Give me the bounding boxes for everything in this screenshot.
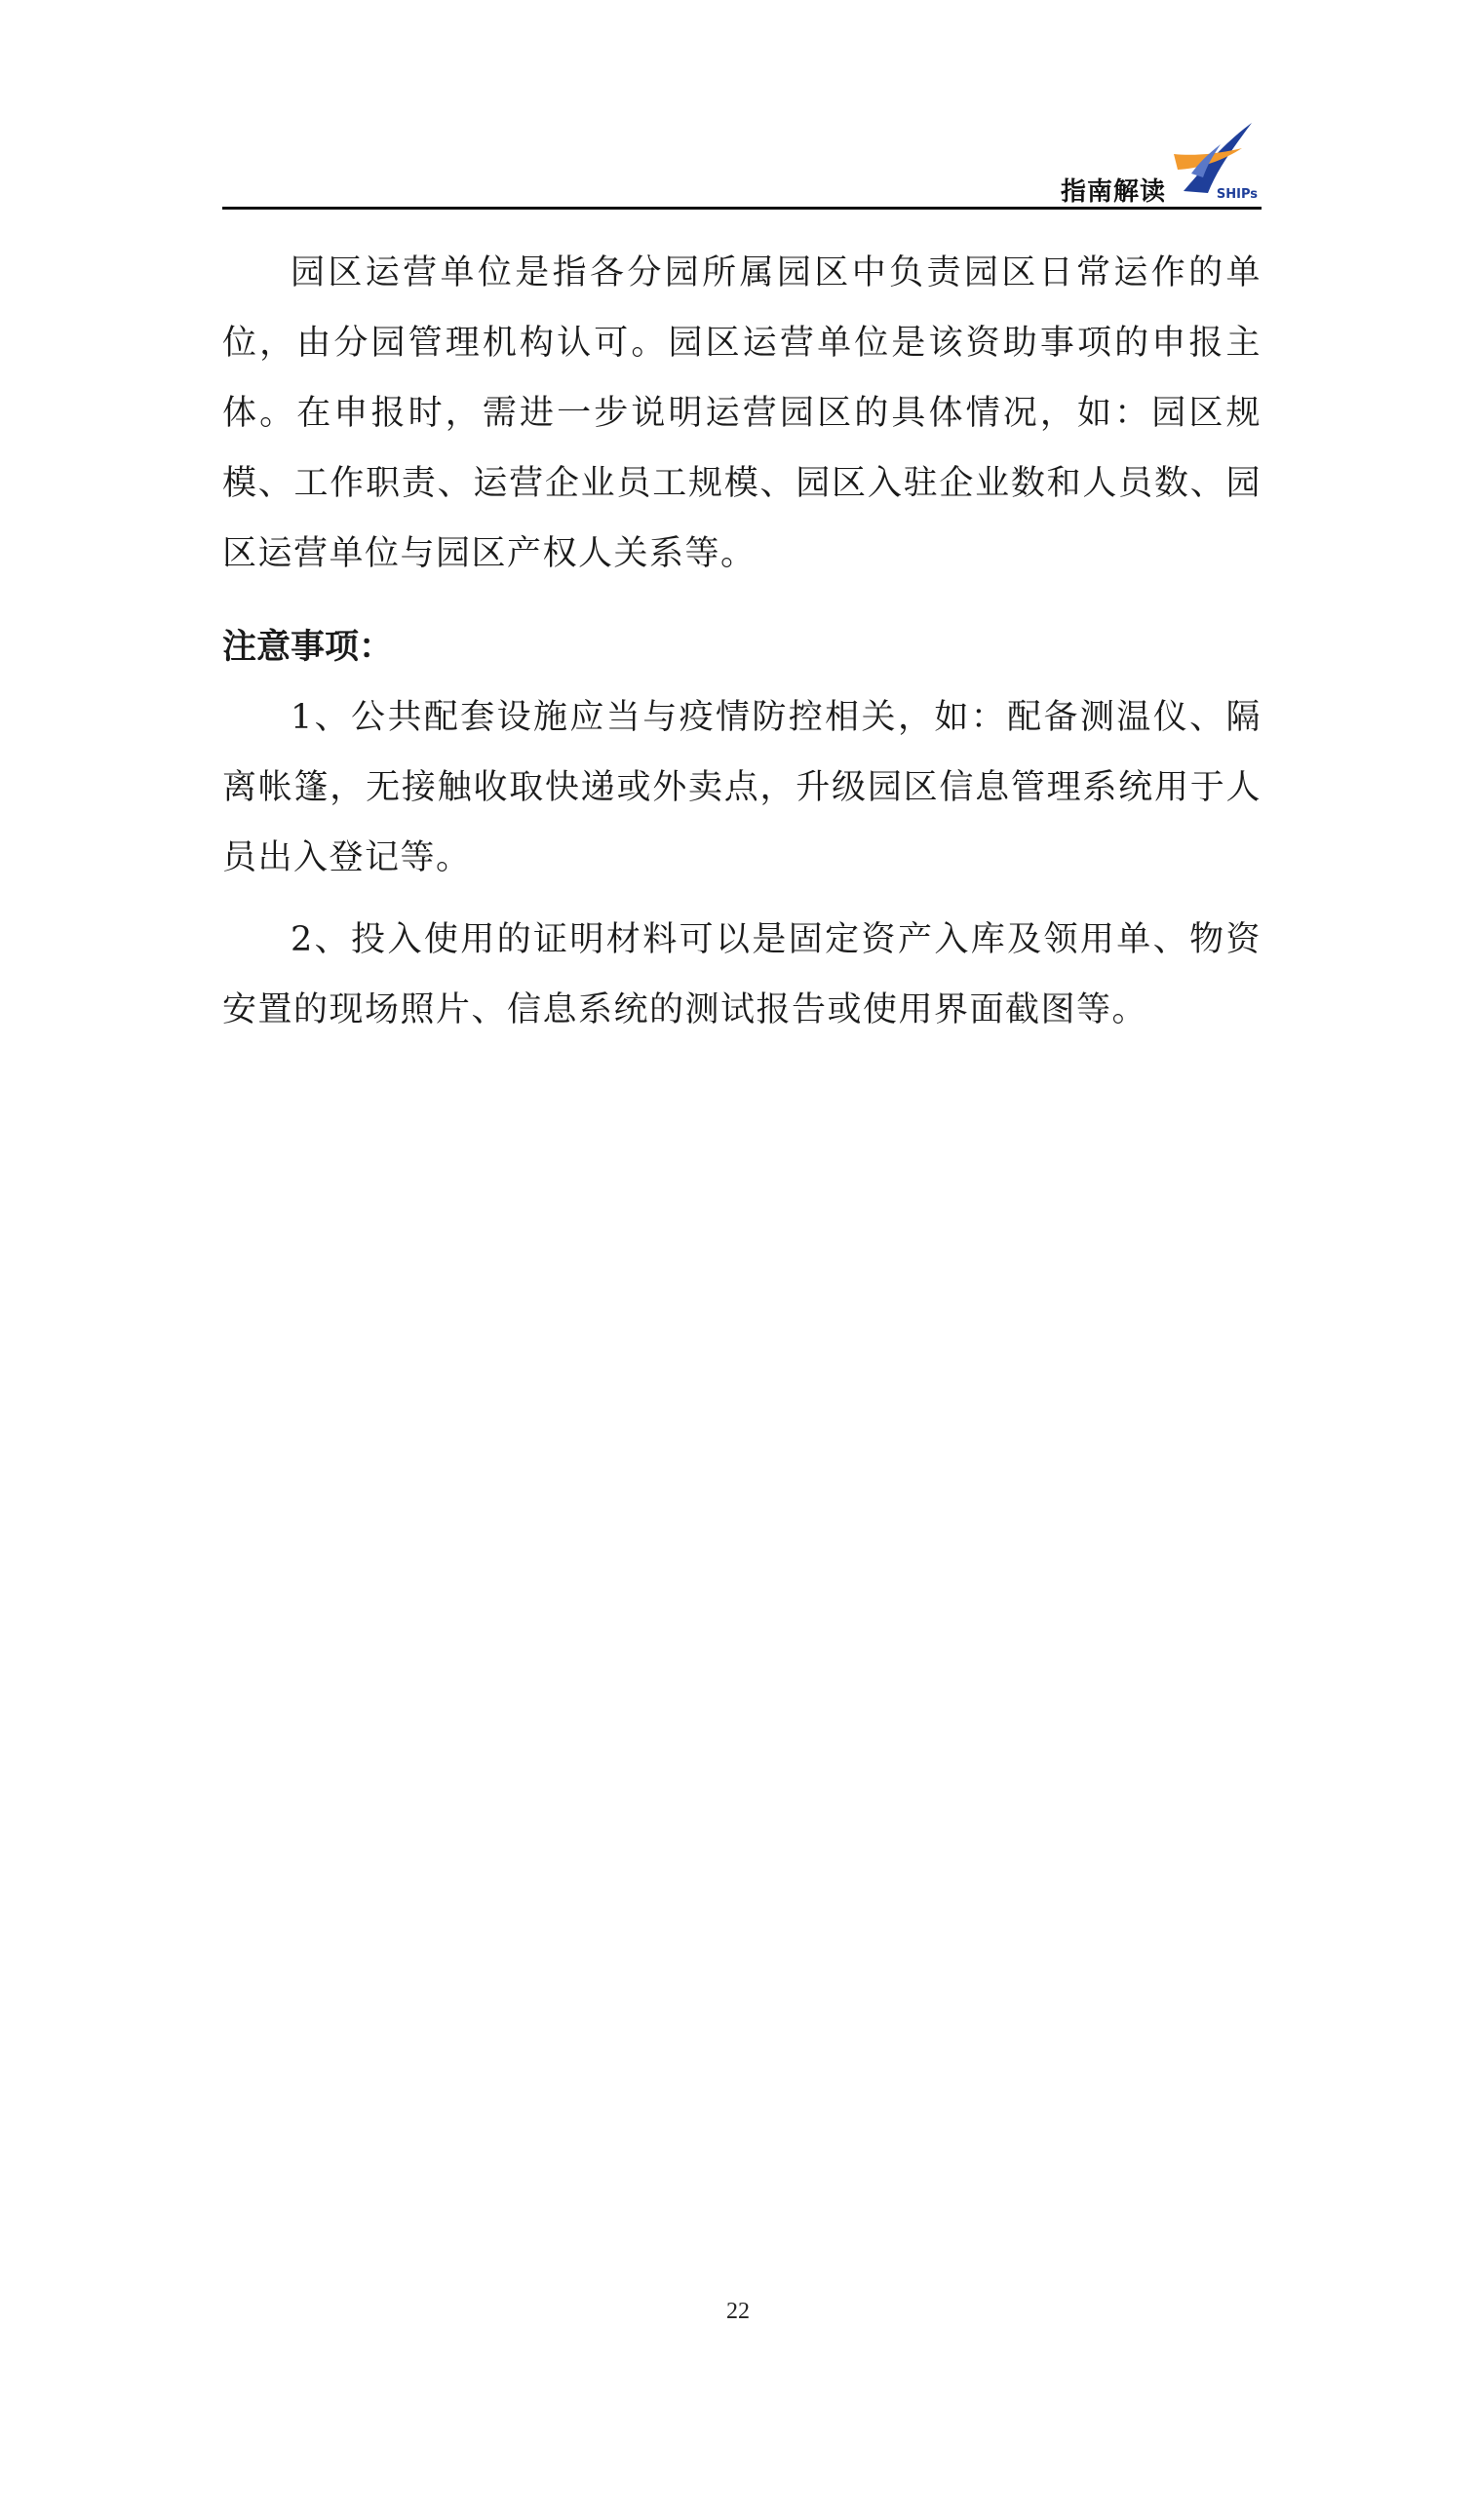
logo-text: SHIPs — [1216, 187, 1258, 202]
intro-paragraph: 园区运营单位是指各分园所属园区中负责园区日常运作的单位，由分园管理机构认可。园区运营单位是该资助事项的申报主体。在申报时，需进一步说明运营园区的具体情况，如：园区规模、工作职责、运营企业员工规模、园区入驻企业数和人员数、园区运营单位与园区产权人关系等。 — [222, 253, 1262, 573]
note-item: 2、投入使用的证明材料可以是固定资产入库及领用单、物资安置的现场照片、信息系统的测试报告或使用界面截图等。 — [222, 920, 1262, 1029]
note-item: 1、公共配套设施应当与疫情防控相关，如：配备测温仪、隔离帐篷，无接触收取快递或外卖点，升级园区信息管理系统用于人员出入登记等。 — [222, 698, 1262, 877]
header-title: 指南解读 — [1060, 177, 1166, 207]
ships-logo-icon — [1164, 115, 1262, 213]
page-header — [222, 115, 1262, 213]
page-number: 22 — [726, 2299, 750, 2324]
header-divider — [222, 207, 1262, 210]
notes-heading: 注意事项： — [222, 628, 394, 667]
document-body — [222, 238, 1262, 1045]
